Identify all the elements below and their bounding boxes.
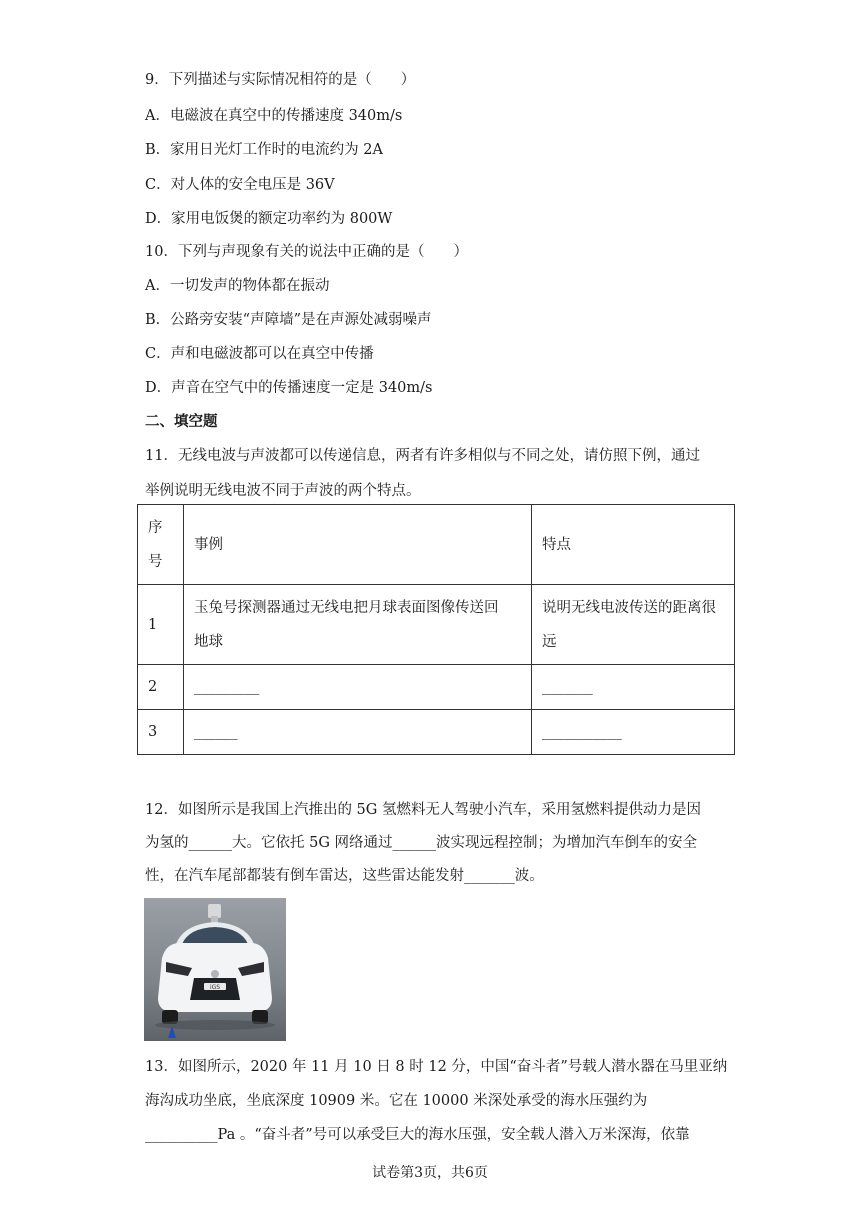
q10-option-a: A．一切发声的物体都在振动 — [145, 278, 330, 294]
q10-option-c: C．声和电磁波都可以在真空中传播 — [145, 346, 374, 362]
q10-stem: 10．下列与声现象有关的说法中正确的是（ ） — [145, 244, 468, 260]
q13-line-3: __________Pa 。“奋斗者”号可以承受巨大的海水压强，安全载人潜入万米深海，依靠 — [145, 1127, 690, 1143]
header-num-b: 号 — [148, 553, 163, 570]
q9-option-c: C．对人体的安全电压是 36V — [145, 177, 335, 193]
header-example: 事例 — [184, 505, 532, 585]
row-1-feature — [532, 585, 735, 665]
row-1-feature-b: 远 — [542, 633, 557, 650]
q12-line-2: 为氢的______大。它依托 5G 网络通过______波实现远程控制；为增加汽车倒车的安全 — [145, 835, 698, 851]
q9-stem: 9．下列描述与实际情况相符的是（ ） — [145, 72, 416, 88]
table-row — [138, 585, 735, 665]
car-illustration — [144, 898, 286, 1041]
q10-option-d: D．声音在空气中的传播速度一定是 340m/s — [145, 380, 433, 396]
row-1-example — [184, 585, 532, 665]
car-photo — [144, 898, 286, 1041]
q12-line-1: 12．如图所示是我国上汽推出的 5G 氢燃料无人驾驶小汽车，采用氢燃料提供动力是因 — [145, 802, 701, 818]
car-badge-text: iGS — [209, 984, 221, 991]
table-row — [138, 665, 735, 710]
row-1-example-b: 地球 — [194, 633, 223, 650]
row-1-feature-a: 说明无线电波传送的距离很 — [542, 599, 716, 616]
table-row — [138, 710, 735, 755]
header-feature: 特点 — [532, 505, 735, 585]
row-1-example-a: 玉兔号探测器通过无线电把月球表面图像传送回 — [194, 599, 499, 616]
q12-line-3: 性，在汽车尾部都装有倒车雷达，这些雷达能发射_______波。 — [145, 868, 544, 884]
row-2-num: 2 — [138, 665, 184, 710]
header-num-a: 序 — [148, 519, 163, 536]
q9-option-b: B．家用日光灯工作时的电流约为 2A — [145, 142, 383, 158]
row-2-example-blank[interactable]: _________ — [184, 665, 532, 710]
row-3-feature-blank[interactable]: ___________ — [532, 710, 735, 755]
q9-option-d: D．家用电饭煲的额定功率约为 800W — [145, 211, 393, 227]
table-header-row — [138, 505, 735, 585]
page-footer: 试卷第3页，共6页 — [372, 1165, 488, 1181]
row-3-num: 3 — [138, 710, 184, 755]
q13-line-1: 13．如图所示，2020 年 11 月 10 日 8 时 12 分，中国“奋斗者”号载人潜水器在马里亚纳 — [145, 1059, 728, 1075]
q9-option-a: A．电磁波在真空中的传播速度 340m/s — [145, 108, 403, 124]
header-num — [138, 505, 184, 585]
q13-line-2: 海沟成功坐底，坐底深度 10909 米。它在 10000 米深处承受的海水压强约为 — [145, 1093, 648, 1109]
q11-line-2: 举例说明无线电波不同于声波的两个特点。 — [145, 483, 421, 499]
row-3-example-blank[interactable]: ______ — [184, 710, 532, 755]
q10-option-b: B．公路旁安装“声障墙”是在声源处减弱噪声 — [145, 312, 432, 328]
row-1-num: 1 — [138, 585, 184, 665]
section-heading: 二、填空题 — [145, 414, 218, 430]
q11-line-1: 11．无线电波与声波都可以传递信息，两者有许多相似与不同之处，请仿照下例，通过 — [145, 448, 700, 464]
q11-table — [137, 504, 735, 755]
row-2-feature-blank[interactable]: _______ — [532, 665, 735, 710]
